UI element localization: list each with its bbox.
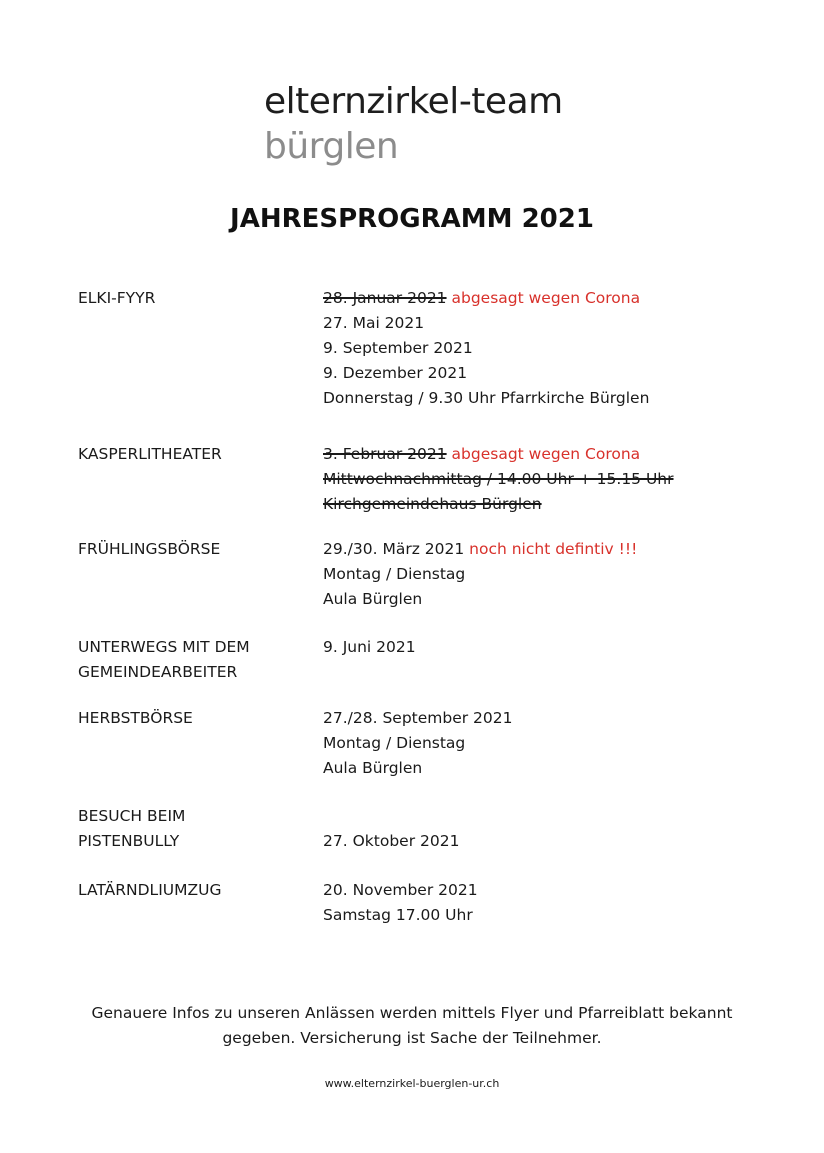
website-url[interactable]: www.elternzirkel-buerglen-ur.ch bbox=[324, 1077, 500, 1090]
detail-text: Montag / Dienstag bbox=[323, 734, 466, 752]
event-detail-line bbox=[323, 731, 803, 756]
event-details bbox=[323, 286, 803, 411]
event-name-line: HERBSTBÖRSE bbox=[78, 709, 193, 727]
event-details bbox=[323, 537, 803, 612]
event-name-line: FRÜHLINGSBÖRSE bbox=[78, 540, 221, 558]
detail-text: Aula Bürglen bbox=[323, 590, 423, 608]
event-detail-line bbox=[323, 467, 803, 492]
event-name bbox=[78, 286, 298, 311]
event-name bbox=[78, 635, 298, 685]
logo-line-1: elternzirkel-team bbox=[264, 81, 563, 122]
event-detail-line bbox=[323, 442, 803, 467]
event-detail-line bbox=[323, 562, 803, 587]
detail-text: Aula Bürglen bbox=[323, 759, 423, 777]
page-title: JAHRESPROGRAMM 2021 bbox=[230, 204, 594, 234]
event-detail-line bbox=[323, 311, 803, 336]
event-detail-line bbox=[323, 903, 803, 928]
cancelled-text: 3. Februar 2021 bbox=[323, 445, 447, 463]
event-name bbox=[78, 537, 298, 562]
event-details bbox=[323, 878, 803, 928]
event-detail-line bbox=[323, 587, 803, 612]
event-detail-line bbox=[323, 829, 803, 854]
detail-text: 20. November 2021 bbox=[323, 881, 478, 899]
event-name bbox=[78, 442, 298, 467]
cancelled-text: 28. Januar 2021 bbox=[323, 289, 447, 307]
detail-text: Samstag 17.00 Uhr bbox=[323, 906, 473, 924]
footer-note-line-2: gegeben. Versicherung ist Sache der Teilnehmer. bbox=[222, 1029, 602, 1047]
footer-note-line-1: Genauere Infos zu unseren Anlässen werden mittels Flyer und Pfarreiblatt bekannt bbox=[91, 1004, 733, 1022]
detail-text: 27./28. September 2021 bbox=[323, 709, 513, 727]
event-details bbox=[323, 442, 803, 517]
event-detail-line bbox=[323, 635, 803, 660]
event-detail-line bbox=[323, 706, 803, 731]
event-detail-line bbox=[323, 756, 803, 781]
status-note: noch nicht defintiv !!! bbox=[469, 540, 638, 558]
detail-text: 27. Mai 2021 bbox=[323, 314, 425, 332]
event-detail-line bbox=[323, 361, 803, 386]
event-name bbox=[78, 878, 298, 903]
event-details bbox=[323, 804, 803, 854]
event-name-line: ELKI-FYYR bbox=[78, 289, 156, 307]
event-name bbox=[78, 706, 298, 731]
event-detail-line bbox=[323, 878, 803, 903]
event-details bbox=[323, 706, 803, 781]
event-detail-line bbox=[323, 386, 803, 411]
event-name-line: LATÄRNDLIUMZUG bbox=[78, 881, 222, 899]
status-note: abgesagt wegen Corona bbox=[451, 445, 641, 463]
event-detail-line bbox=[323, 492, 803, 517]
detail-text: 9. Juni 2021 bbox=[323, 638, 416, 656]
cancelled-text: Kirchgemeindehaus Bürglen bbox=[323, 495, 542, 513]
detail-text: Montag / Dienstag bbox=[323, 565, 466, 583]
event-name-line: BESUCH BEIM bbox=[78, 807, 186, 825]
event-name-line: GEMEINDEARBEITER bbox=[78, 663, 238, 681]
event-details bbox=[323, 635, 803, 660]
detail-text: 9. Dezember 2021 bbox=[323, 364, 468, 382]
event-name-line: UNTERWEGS MIT DEM bbox=[78, 638, 250, 656]
cancelled-text: Mittwochnachmittag / 14.00 Uhr + 15.15 Uhr bbox=[323, 470, 674, 488]
event-name-line: PISTENBULLY bbox=[78, 832, 180, 850]
event-detail-line bbox=[323, 286, 803, 311]
footer-note bbox=[0, 1001, 824, 1051]
detail-text: 9. September 2021 bbox=[323, 339, 473, 357]
detail-text: 27. Oktober 2021 bbox=[323, 832, 460, 850]
event-name-line: KASPERLITHEATER bbox=[78, 445, 222, 463]
event-detail-line bbox=[323, 336, 803, 361]
logo-line-2: bürglen bbox=[264, 126, 399, 167]
status-note: abgesagt wegen Corona bbox=[451, 289, 641, 307]
event-detail-line bbox=[323, 804, 803, 829]
event-detail-line bbox=[323, 537, 803, 562]
event-name bbox=[78, 804, 298, 854]
detail-text: Donnerstag / 9.30 Uhr Pfarrkirche Bürglen bbox=[323, 389, 650, 407]
detail-text: 29./30. März 2021 bbox=[323, 540, 465, 558]
